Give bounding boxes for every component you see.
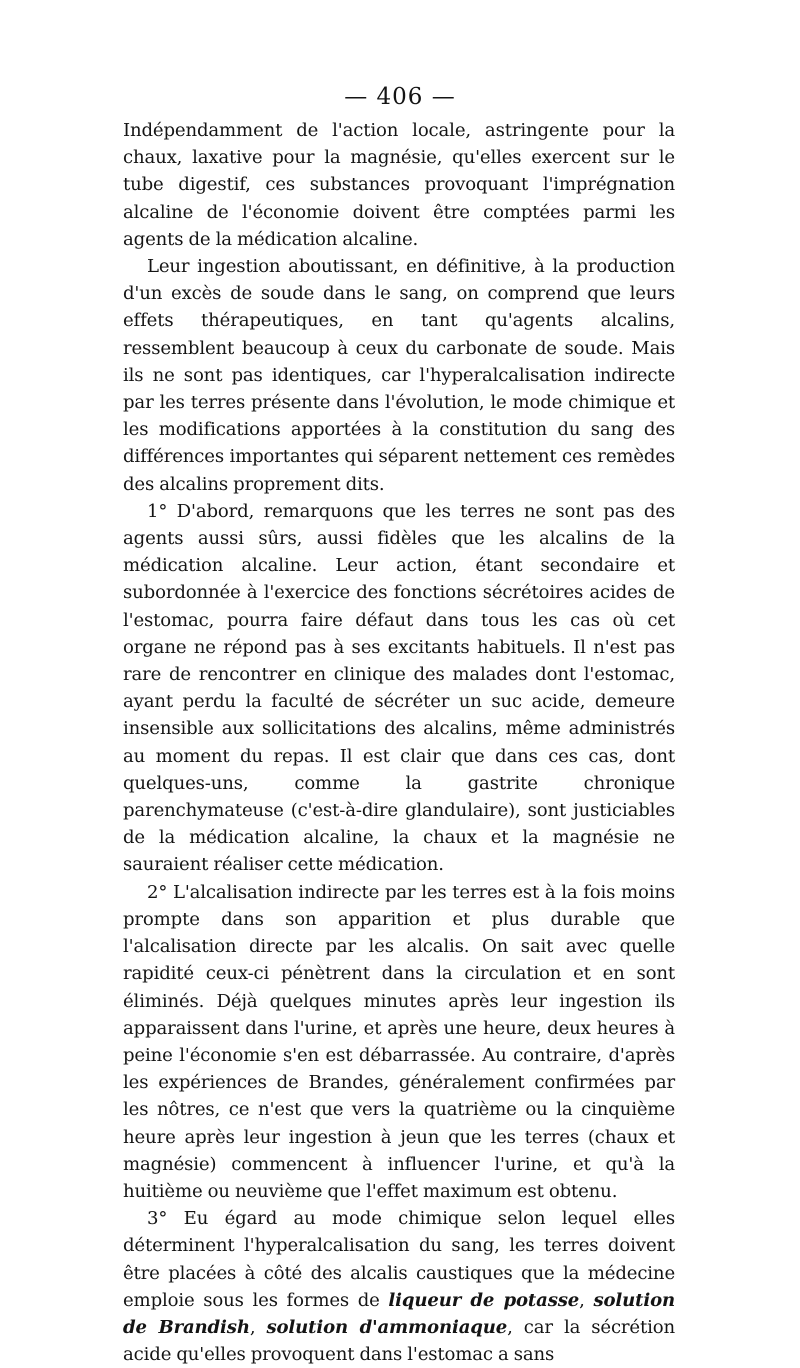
paragraph-4 — [123, 879, 675, 1205]
paragraph-1 — [123, 117, 675, 253]
paragraph-2 — [123, 253, 675, 498]
emphasized-term: liqueur de potasse — [388, 1289, 580, 1311]
emphasized-term: solution d'ammoniaque — [266, 1316, 508, 1338]
text-segment: 2° L'alcalisation indirecte par les terres est à la fois moins prompte dans son apparition et plus durable que l'alcalisation directe par les alcalis. On sait avec quelle rapidité ceux-ci pénètrent dans la circulation et en sont éliminés. Déjà quelques minutes après leur ingestion ils apparaissent dans l'urine, et après une heure, deux heures à peine l'économie s'en est débarrassée. Au contraire, d'après les expériences de Brandes, généralement confirmées par les nôtres, ce n'est que vers la quatrième ou la cinquième heure après leur ingestion à jeun que les terres (chaux et magnésie) commencent à influencer l'urine, et qu'à la huitième ou neuvième que l'effet maximum est obtenu. — [123, 881, 675, 1202]
emphasized-term: solution de Brandish — [123, 1289, 675, 1338]
page-number: — 406 — — [344, 84, 456, 110]
text-segment: Indépendamment de l'action locale, astringente pour la chaux, laxative pour la magnésie, qu'elles exercent sur le tube digestif, ces substances provoquant l'imprégnation alcaline de l'économie doivent être comptées parmi les agents de la médication alcaline. — [123, 120, 675, 250]
paragraph-5 — [123, 1205, 675, 1368]
text-segment: , — [579, 1289, 594, 1311]
body-text — [123, 117, 675, 1368]
text-segment: 3° Eu égard au mode chimique selon lequel elles déterminent l'hyperalcalisation du sang, les terres doivent être placées à côté des alcalis caustiques que la médecine emploie sous les formes de — [123, 1208, 675, 1311]
text-segment: , — [249, 1316, 267, 1338]
text-segment: , car la sécrétion acide qu'elles provoquent dans l'estomac a sans — [123, 1316, 675, 1366]
text-segment: Leur ingestion aboutissant, en définitive, à la production d'un excès de soude dans le sang, on comprend que leurs effets thérapeutiques, en tant qu'agents alcalins, ressemblent beaucoup à ceux du carbonate de soude. Mais ils ne sont pas identiques, car l'hyperalcalisation indirecte par les terres présente dans l'évolution, le mode chimique et les modifications apportées à la constitution du sang des différences importantes qui séparent nettement ces remèdes des alcalins proprement dits. — [123, 256, 675, 495]
text-segment: 1° D'abord, remarquons que les terres ne sont pas des agents aussi sûrs, aussi fidèles que les alcalins de la médication alcaline. Leur action, étant secondaire et subordonnée à l'exercice des fonctions sécrétoires acides de l'estomac, pourra faire défaut dans tous les cas où cet organe ne répond pas à ses excitants habituels. Il n'est pas rare de rencontrer en clinique des malades dont l'estomac, ayant perdu la faculté de sécréter un suc acide, demeure insensible aux sollicitations des alcalins, même administrés au moment du repas. Il est clair que dans ces cas, dont quelques-uns, comme la gastrite chronique parenchymateuse (c'est-à-dire glandulaire), sont justiciables de la médication alcaline, la chaux et la magnésie ne sauraient réaliser cette médication. — [123, 500, 675, 876]
paragraph-3 — [123, 498, 675, 879]
